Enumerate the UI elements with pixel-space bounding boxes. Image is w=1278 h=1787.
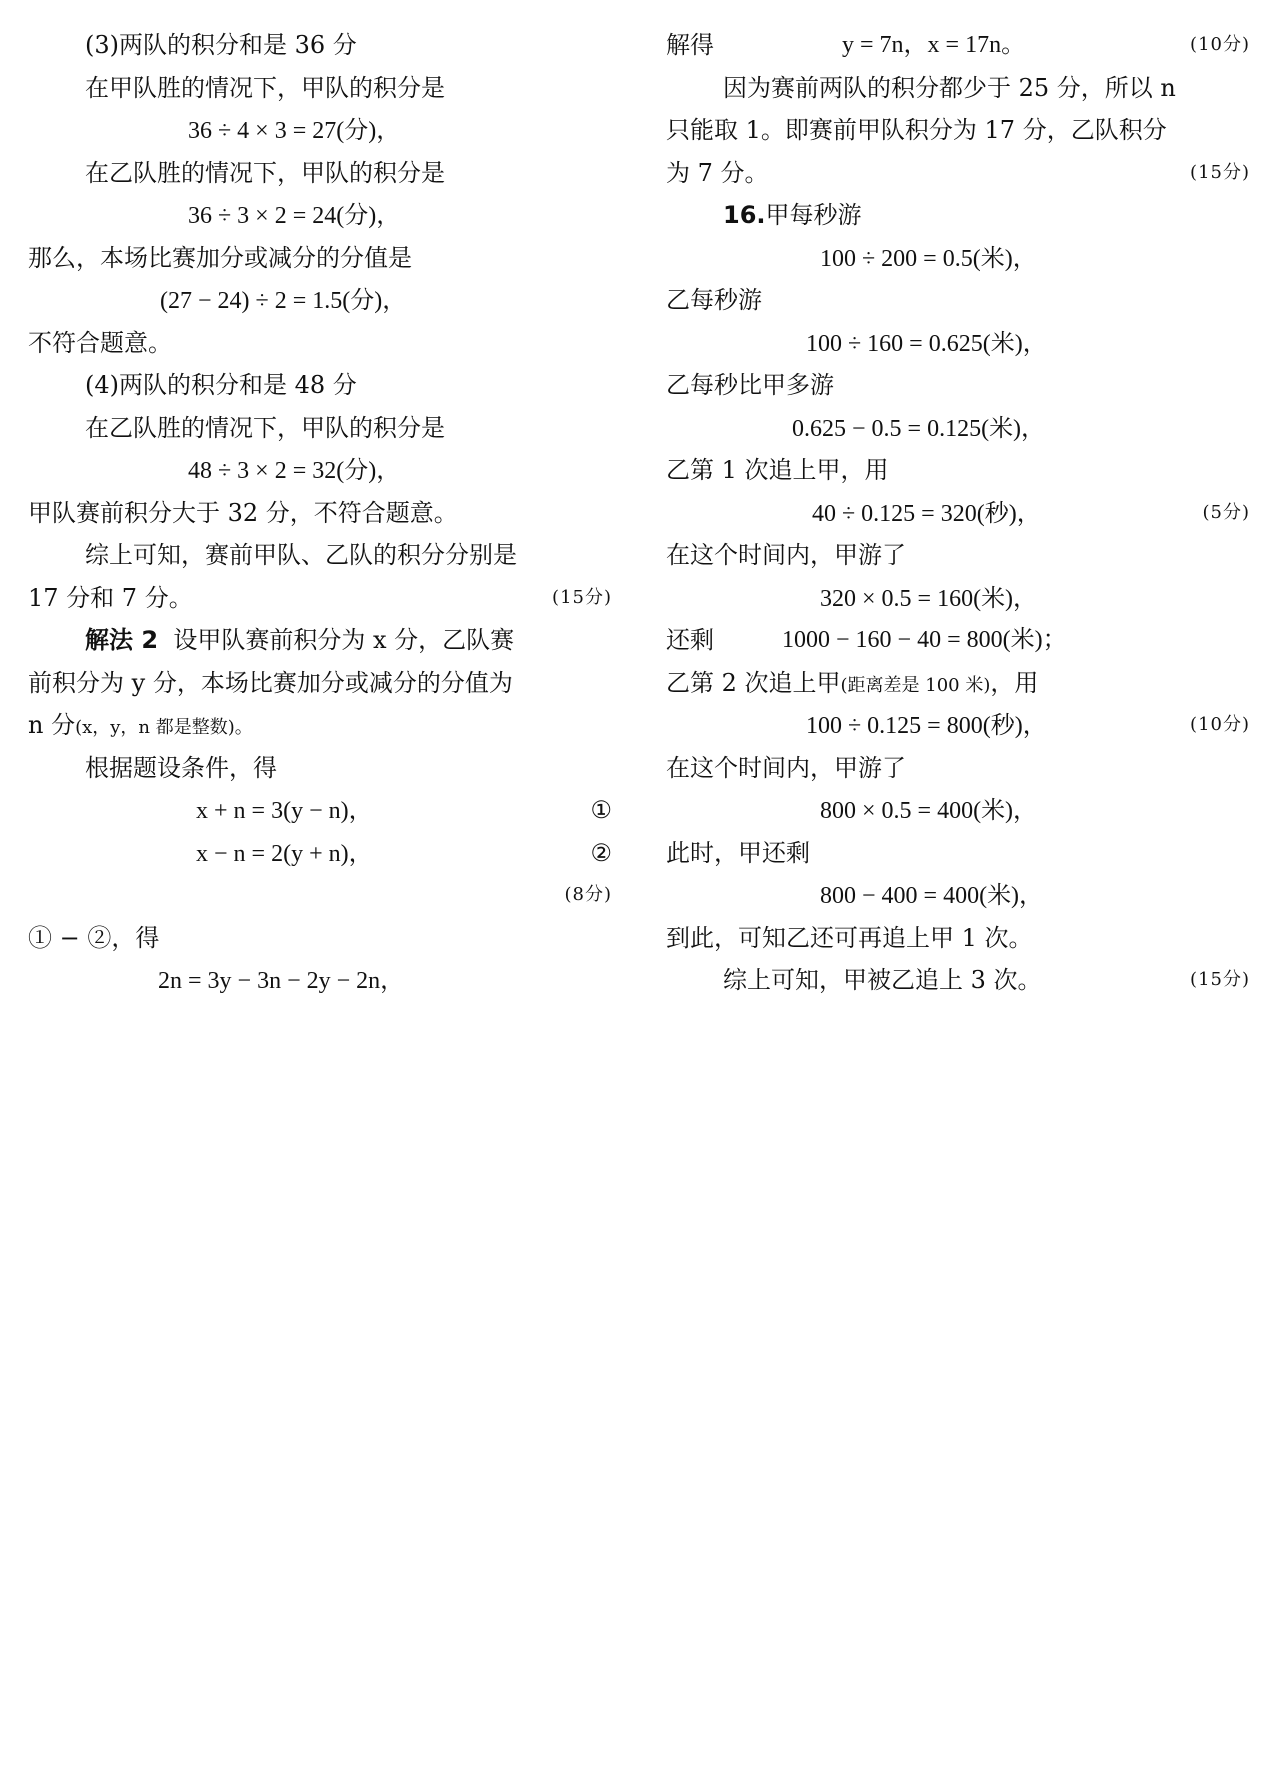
text-line: 只能取 1。即赛前甲队积分为 17 分，乙队积分	[666, 116, 1167, 144]
text-line: 乙每秒游	[666, 286, 762, 314]
equation-2-tag: ②	[590, 838, 612, 867]
text-line: n 分(x，y，n 都是整数)。	[28, 711, 253, 739]
problem-number: 16.	[723, 201, 766, 229]
score-label: (5分)	[1202, 501, 1250, 523]
text-line: 在这个时间内，甲游了	[666, 541, 906, 569]
variable-note: (x，y，n 都是整数)。	[75, 717, 253, 738]
conclusion-line: 综上可知，甲被乙追上 3 次。 (15分)	[666, 959, 1250, 1002]
score-line	[28, 874, 612, 917]
text-line: 在乙队胜的情况下，甲队的积分是	[85, 413, 445, 442]
text-line: 在乙队胜的情况下，甲队的积分是	[85, 158, 445, 187]
equation-line: 800 − 400 = 400(米)，	[820, 883, 1044, 909]
equation-1: x + n = 3(y − n)， ①	[28, 789, 612, 832]
case-4-heading: (4)两队的积分和是 48 分	[85, 371, 357, 399]
text-line: 根据题设条件，得	[85, 753, 277, 782]
text-line: 综上可知，赛前甲队、乙队的积分分别是	[85, 541, 517, 569]
text-line: 17 分和 7 分。 (15分)	[28, 577, 612, 620]
score-label: (15分)	[1190, 969, 1250, 990]
distance-note: (距离差是 100 米)	[840, 674, 991, 696]
method-2-heading: 解法 2	[85, 626, 159, 654]
equation-line: 40 ÷ 0.125 = 320(秒)， (5分)	[666, 492, 1250, 535]
text-line: 乙第 1 次追上甲，用	[666, 456, 889, 484]
score-label: (15分)	[552, 586, 612, 608]
case-3-heading: (3)两队的积分和是 36 分	[85, 31, 357, 59]
equation-2: x − n = 2(y + n)， ②	[28, 832, 612, 875]
equation-1-tag: ①	[590, 796, 612, 824]
problem-16-heading: 16.甲每秒游	[723, 201, 862, 229]
text-line: 此时，甲还剩	[666, 838, 810, 867]
text-line: 乙每秒比甲多游	[666, 371, 834, 399]
text-line: 因为赛前两队的积分都少于 25 分，所以 n	[723, 73, 1176, 102]
equation-line: 100 ÷ 160 = 0.625(米)，	[806, 330, 1047, 357]
solve-line: 解得 y = 7n，x = 17n。 (10分)	[666, 24, 1250, 67]
method-2-line: 解法 2 设甲队赛前积分为 x 分，乙队赛	[85, 626, 515, 654]
text-line: 乙第 2 次追上甲(距离差是 100 米)，用	[666, 668, 1039, 697]
score-label: (8分)	[564, 884, 612, 905]
score-label: (10分)	[1190, 34, 1250, 55]
text-line: 不符合题意。	[28, 328, 172, 357]
right-column	[666, 24, 1250, 1002]
remaining-line: 还剩 1000 − 160 − 40 = 800(米)；	[666, 626, 1067, 654]
score-label: (15分)	[1190, 161, 1250, 183]
text-line: 在甲队胜的情况下，甲队的积分是	[85, 73, 445, 102]
equation-line: 2n = 3y − 3n − 2y − 2n，	[158, 968, 405, 994]
equation-line: 800 × 0.5 = 400(米)，	[820, 798, 1038, 824]
equation-line: 100 ÷ 200 = 0.5(米)，	[820, 245, 1037, 272]
text-line: 那么，本场比赛加分或减分的分值是	[28, 243, 412, 272]
text-line: 到此，可知乙还可再追上甲 1 次。	[666, 923, 1033, 952]
equation-line: 320 × 0.5 = 160(米)，	[820, 585, 1038, 612]
equation-line: 100 ÷ 0.125 = 800(秒)， (10分)	[666, 704, 1250, 747]
text-line: 为 7 分。 (15分)	[666, 152, 1250, 195]
left-column	[28, 24, 612, 1002]
text-line: 在这个时间内，甲游了	[666, 753, 906, 782]
equation-line: (27 − 24) ÷ 2 = 1.5(分)，	[160, 288, 407, 314]
equation-line: 48 ÷ 3 × 2 = 32(分)，	[188, 458, 401, 484]
text-line: 甲队赛前积分大于 32 分，不符合题意。	[28, 498, 458, 527]
text-line: ① − ②，得	[28, 923, 160, 952]
score-label: (10分)	[1190, 714, 1250, 735]
equation-line: 36 ÷ 4 × 3 = 27(分)，	[188, 118, 401, 144]
equation-line: 36 ÷ 3 × 2 = 24(分)，	[188, 203, 401, 229]
equation-line: 0.625 − 0.5 = 0.125(米)，	[792, 415, 1046, 442]
text-line: 前积分为 y 分，本场比赛加分或减分的分值为	[28, 668, 513, 697]
